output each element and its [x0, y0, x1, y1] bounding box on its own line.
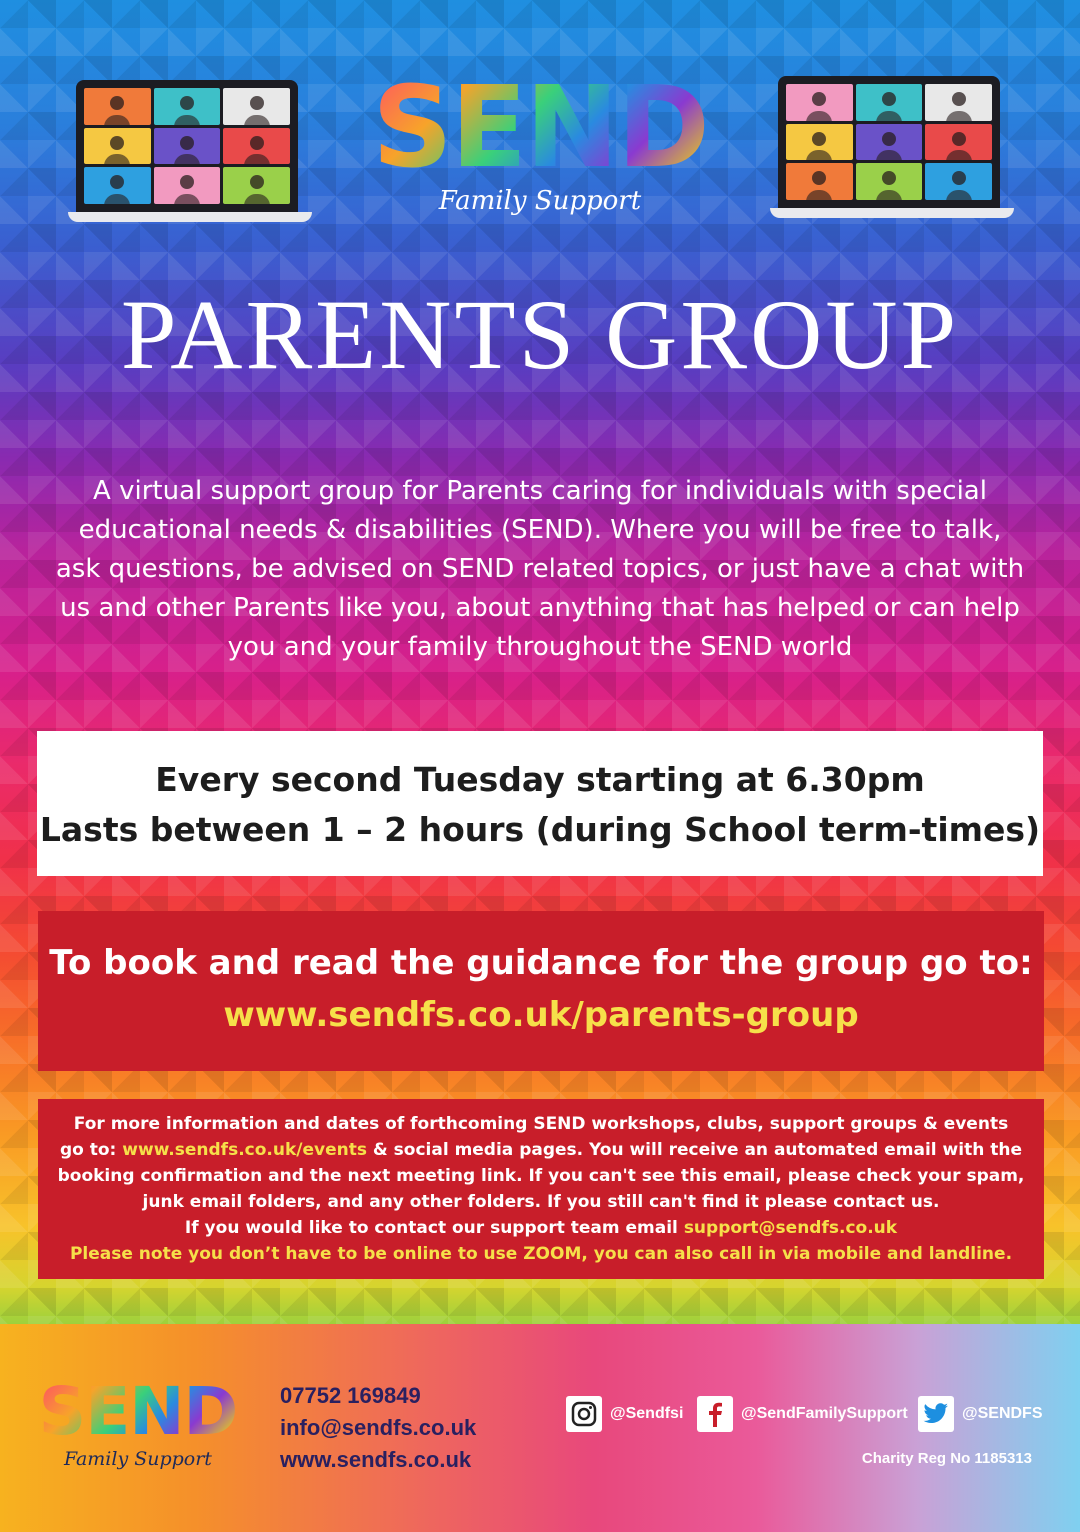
laptop-video-call-icon-right [770, 76, 1014, 226]
video-participant-tile [84, 128, 151, 165]
zoom-note: Please note you don’t have to be online to use ZOOM, you can also call in via mobile and landline. [69, 1244, 1013, 1264]
video-participant-tile [84, 167, 151, 204]
video-participant-tile [925, 163, 992, 200]
footer-logo-subtitle: Family Support [64, 1448, 212, 1470]
intro-line: us and other Parents like you, about anything that has helped or can help [60, 593, 1020, 623]
contact-details [280, 1380, 476, 1476]
schedule-box [37, 731, 1043, 876]
video-participant-tile [856, 124, 923, 161]
info-line: junk email folders, and any other folders. If you still can't find it please contact us. [142, 1192, 940, 1212]
twitter-link[interactable] [918, 1396, 1043, 1432]
intro-paragraph [40, 472, 1040, 667]
instagram-icon [566, 1396, 602, 1432]
contact-email[interactable]: info@sendfs.co.uk [280, 1415, 477, 1440]
video-participant-tile [925, 124, 992, 161]
intro-line: you and your family throughout the SEND world [227, 632, 853, 662]
instagram-handle: @Sendfsi [610, 1405, 684, 1422]
laptop-base [770, 208, 1014, 218]
video-participant-tile [223, 88, 290, 125]
intro-line: educational needs & disabilities (SEND). Where you will be free to talk, [78, 515, 1002, 545]
send-logo [360, 63, 720, 216]
info-line [38, 1215, 1044, 1241]
video-participant-tile [84, 88, 151, 125]
schedule-day: Every second Tuesday starting at 6.30pm [155, 760, 925, 799]
logo-word: SEND [360, 72, 720, 184]
info-line: For more information and dates of forthcoming SEND workshops, clubs, support groups & events [73, 1114, 1009, 1134]
video-participant-tile [786, 163, 853, 200]
logo-subtitle: Family Support [438, 186, 642, 216]
page-title: PARENTS GROUP [120, 279, 960, 390]
charity-registration: Charity Reg No 1185313 [861, 1450, 1032, 1467]
laptop-video-call-icon-left [68, 80, 312, 230]
facebook-link[interactable] [697, 1396, 908, 1432]
booking-link[interactable]: www.sendfs.co.uk/parents-group [223, 995, 859, 1035]
twitter-icon [918, 1396, 954, 1432]
info-line [38, 1137, 1044, 1163]
phone-number[interactable]: 07752 169849 [280, 1383, 421, 1408]
website-link[interactable]: www.sendfs.co.uk [280, 1447, 472, 1472]
info-line: booking confirmation and the next meeting link. If you can't see this email, please check your spam, [57, 1166, 1025, 1186]
info-text: go to: [59, 1140, 123, 1160]
video-participant-tile [786, 84, 853, 121]
video-participant-tile [925, 84, 992, 121]
laptop-screen [76, 80, 298, 212]
booking-box [38, 911, 1044, 1071]
info-box [38, 1099, 1044, 1279]
video-participant-tile [223, 128, 290, 165]
schedule-duration: Lasts between 1 – 2 hours (during School term-times) [39, 810, 1041, 849]
video-participant-tile [856, 84, 923, 121]
info-text: & social media pages. You will receive an automated email with the [366, 1140, 1022, 1160]
twitter-handle: @SENDFS [962, 1405, 1043, 1422]
video-participant-tile [154, 88, 221, 125]
laptop-screen [778, 76, 1000, 208]
intro-line: A virtual support group for Parents caring for individuals with special [93, 476, 987, 506]
intro-line: ask questions, be advised on SEND related topics, or just have a chat with [55, 554, 1025, 584]
booking-text: To book and read the guidance for the group go to: [49, 943, 1033, 983]
facebook-handle: @SendFamilySupport [741, 1405, 908, 1422]
events-link[interactable]: www.sendfs.co.uk/events [122, 1140, 367, 1160]
video-participant-tile [154, 128, 221, 165]
video-participant-tile [856, 163, 923, 200]
facebook-icon [697, 1396, 733, 1432]
support-email-link[interactable]: support@sendfs.co.uk [683, 1218, 898, 1238]
video-participant-tile [154, 167, 221, 204]
info-text: If you would like to contact our support team email [184, 1218, 684, 1238]
video-participant-tile [786, 124, 853, 161]
footer-logo-word: SEND [38, 1373, 238, 1450]
video-participant-tile [223, 167, 290, 204]
laptop-base [68, 212, 312, 222]
footer-logo [38, 1373, 238, 1470]
instagram-link[interactable] [566, 1396, 683, 1432]
